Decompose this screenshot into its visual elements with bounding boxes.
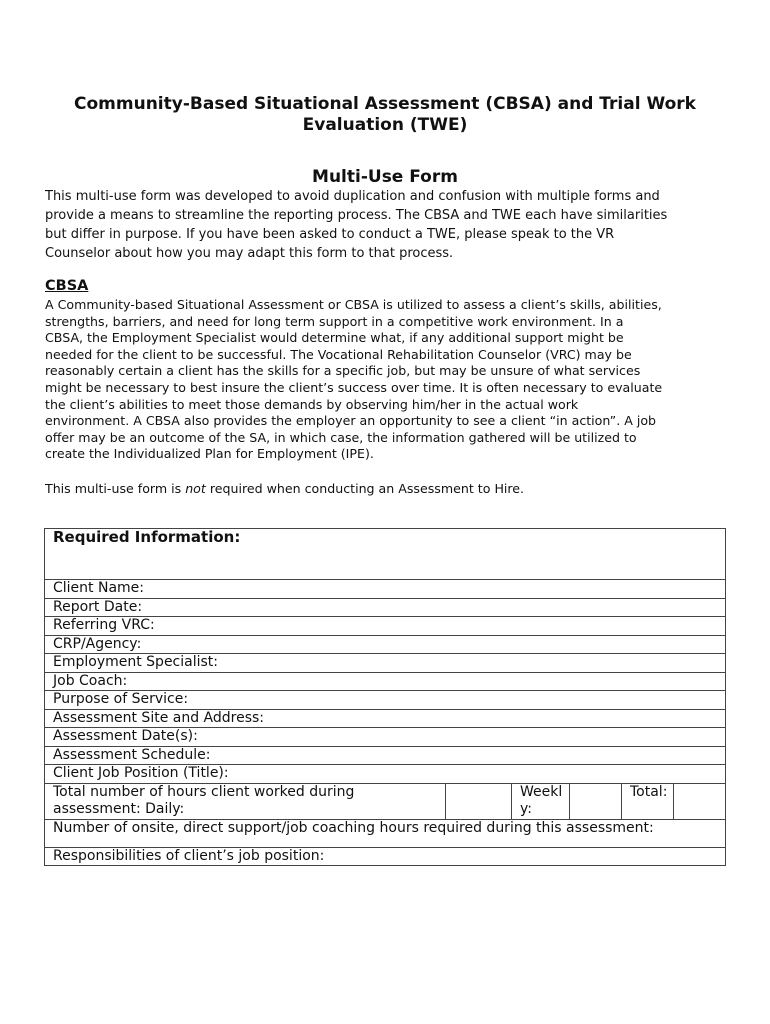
- client-job-position-field[interactable]: Client Job Position (Title):: [45, 765, 726, 784]
- document-title-line-1: Community-Based Situational Assessment (CBSA) and Trial Work: [74, 94, 696, 114]
- assessment-site-field[interactable]: Assessment Site and Address:: [45, 709, 726, 728]
- cbsa-line: needed for the client to be successful. The Vocational Rehabilitation Counselor (VRC) may be: [45, 346, 632, 362]
- client-name-field[interactable]: Client Name:: [45, 580, 726, 599]
- cbsa-heading: CBSA: [45, 278, 89, 294]
- form-subtitle: Multi-Use Form: [312, 167, 458, 187]
- report-date-field[interactable]: Report Date:: [45, 598, 726, 617]
- purpose-of-service-field[interactable]: Purpose of Service:: [45, 691, 726, 710]
- intro-line: This multi-use form was developed to avoid duplication and confusion with multiple forms and: [45, 189, 660, 204]
- note-text-after: required when conducting an Assessment to Hire.: [205, 481, 525, 496]
- intro-line: but differ in purpose. If you have been asked to conduct a TWE, please speak to the VR: [45, 227, 615, 242]
- cbsa-line: create the Individualized Plan for Employment (IPE).: [45, 446, 374, 462]
- cbsa-line: offer may be an outcome of the SA, in which case, the information gathered will be utilized to: [45, 429, 637, 445]
- note-text-before: This multi-use form is: [45, 481, 186, 496]
- cbsa-line: strengths, barriers, and need for long term support in a competitive work environment. In a: [45, 313, 624, 329]
- hours-worked-line-1: Total number of hours client worked during: [53, 783, 355, 800]
- cbsa-line: environment. A CBSA also provides the employer an opportunity to see a client “in action”. A job: [45, 413, 657, 429]
- total-label: Total:: [622, 783, 674, 819]
- weekly-label: Weekly:: [512, 783, 570, 819]
- cbsa-line: A Community-based Situational Assessment or CBSA is utilized to assess a client’s skills, abilities,: [45, 297, 662, 312]
- weekly-hours-input[interactable]: [570, 783, 622, 819]
- document-title-line-2: Evaluation (TWE): [302, 115, 468, 135]
- hours-worked-label: [45, 783, 446, 819]
- hours-worked-line-2: assessment: Daily:: [53, 800, 185, 817]
- cbsa-paragraph: [45, 297, 745, 463]
- employment-specialist-field[interactable]: Employment Specialist:: [45, 654, 726, 673]
- crp-agency-field[interactable]: CRP/Agency:: [45, 635, 726, 654]
- daily-hours-input[interactable]: [446, 783, 512, 819]
- job-coach-field[interactable]: Job Coach:: [45, 672, 726, 691]
- document-title: [40, 94, 730, 136]
- intro-line: Counselor about how you may adapt this form to that process.: [45, 246, 454, 261]
- cbsa-line: the client’s abilities to meet those demands by observing him/her in the actual work: [45, 396, 579, 412]
- assessment-dates-field[interactable]: Assessment Date(s):: [45, 728, 726, 747]
- job-responsibilities-field[interactable]: Responsibilities of client’s job position:: [45, 847, 726, 866]
- assessment-note: [45, 480, 524, 497]
- required-information-heading: Required Information:: [45, 529, 726, 580]
- referring-vrc-field[interactable]: Referring VRC:: [45, 617, 726, 636]
- required-information-table: [44, 528, 726, 866]
- cbsa-line: CBSA, the Employment Specialist would determine what, if any additional support might be: [45, 330, 624, 346]
- total-hours-input[interactable]: [674, 783, 726, 819]
- cbsa-line: might be necessary to best insure the client’s success over time. It is often necessary to evaluate: [45, 379, 663, 395]
- note-emphasis: not: [185, 481, 206, 496]
- cbsa-line: reasonably certain a client has the skills for a specific job, but may be unsure of what services: [45, 363, 641, 379]
- onsite-support-hours-field[interactable]: Number of onsite, direct support/job coaching hours required during this assessment:: [45, 819, 726, 847]
- assessment-schedule-field[interactable]: Assessment Schedule:: [45, 746, 726, 765]
- intro-paragraph: [45, 187, 735, 263]
- intro-line: provide a means to streamline the reporting process. The CBSA and TWE each have similarities: [45, 208, 668, 223]
